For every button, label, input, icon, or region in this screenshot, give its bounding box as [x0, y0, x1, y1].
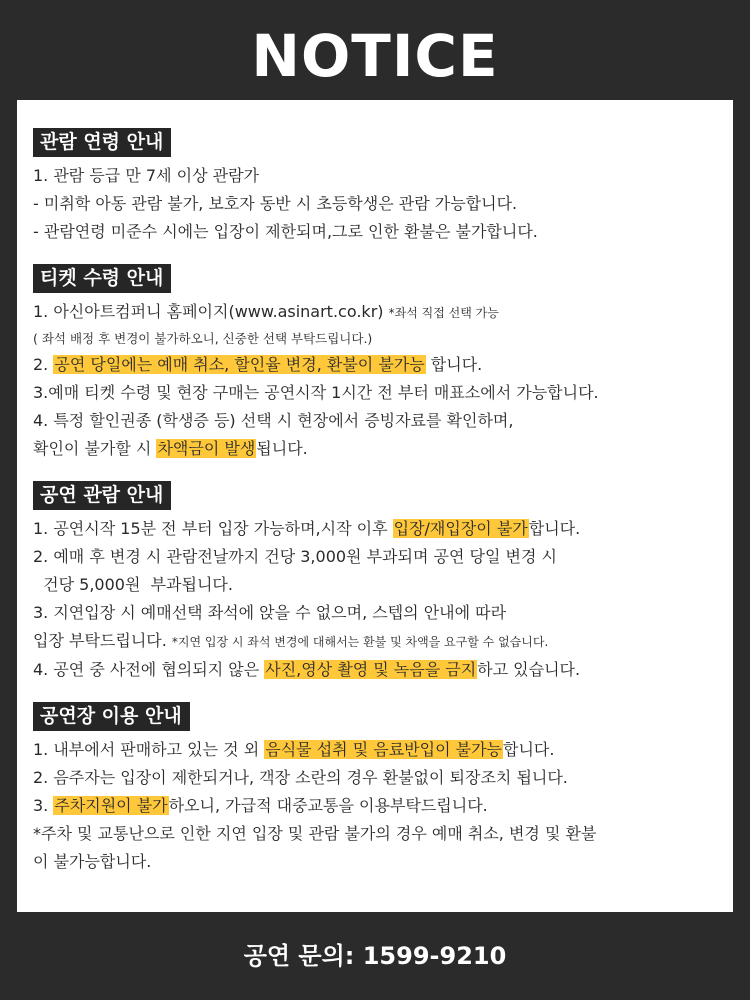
line-text: 됩니다. [256, 439, 308, 458]
notice-line [33, 298, 599, 327]
notice-line: 2. 예매 후 변경 시 관람전날까지 건당 3,000원 부과되며 공연 당일 변경 시 [33, 547, 557, 566]
line-text: 합니다. [503, 740, 555, 759]
highlight-text: 차액금이 발생 [157, 439, 256, 458]
notice-title: NOTICE [251, 22, 499, 90]
line-text: 1. 내부에서 판매하고 있는 것 외 [33, 740, 265, 759]
section-heading: 공연장 이용 안내 [33, 702, 190, 731]
notice-line: 건당 5,000원 부과됩니다. [33, 575, 233, 594]
notice-line [33, 656, 580, 684]
line-text: 하오니, 가급적 대중교통을 이용부탁드립니다. [168, 796, 488, 815]
contact-footer: 공연 문의: 1599-9210 [243, 942, 507, 970]
section-age-guide [33, 128, 538, 246]
notice-line: 3.예매 티켓 수령 및 현장 구매는 공연시작 1시간 전 부터 매표소에서 가능합니다. [33, 383, 599, 402]
line-text: 4. 공연 중 사전에 협의되지 않은 [33, 660, 265, 679]
line-text: 확인이 불가할 시 [33, 439, 157, 458]
highlight-text: 음식물 섭취 및 음료반입이 불가능 [265, 740, 502, 759]
line-text: 합니다. [528, 519, 581, 538]
notice-line: 1. 관람 등급 만 7세 이상 관람가 [33, 166, 259, 185]
notice-subline: ( 좌석 배정 후 변경이 불가하오니, 신중한 선택 부탁드립니다.) [33, 331, 373, 346]
highlight-text: 주차지원이 불가 [54, 796, 168, 815]
highlight-text: 사진,영상 촬영 및 녹음을 금지 [265, 660, 477, 679]
highlight-text: 공연 당일에는 예매 취소, 할인율 변경, 환불이 불가능 [54, 355, 425, 374]
notice-line: - 관람연령 미준수 시에는 입장이 제한되며,그로 인한 환불은 불가합니다. [33, 222, 538, 241]
notice-line [33, 736, 596, 764]
section-heading: 티켓 수령 안내 [33, 264, 171, 293]
notice-line: 이 불가능합니다. [33, 852, 152, 871]
notice-line [33, 351, 599, 379]
notice-line: 2. 음주자는 입장이 제한되거나, 객장 소란의 경우 환불없이 퇴장조치 됩니다. [33, 768, 568, 787]
line-text: 1. 아신아트컴퍼니 홈페이지(www.asinart.co.kr) [33, 302, 389, 321]
section-heading: 공연 관람 안내 [33, 481, 171, 510]
line-text: 하고 있습니다. [477, 660, 581, 679]
notice-line [33, 627, 580, 656]
line-text: 2. [33, 355, 54, 374]
notice-line [33, 792, 596, 820]
line-text: 1. 공연시작 15분 전 부터 입장 가능하며,시작 이후 [33, 519, 393, 538]
notice-line: 3. 지연입장 시 예매선택 좌석에 앉을 수 없으며, 스텝의 안내에 따라 [33, 603, 507, 622]
notice-line: *주차 및 교통난으로 인한 지연 입장 및 관람 불가의 경우 예매 취소, 변경 및 환불 [33, 824, 597, 843]
line-text: 입장 부탁드립니다. [33, 631, 172, 650]
notice-line [33, 515, 580, 543]
section-heading: 관람 연령 안내 [33, 128, 171, 157]
notice-panel [17, 100, 733, 912]
notice-line: - 미취학 아동 관람 불가, 보호자 동반 시 초등학생은 관람 가능합니다. [33, 194, 518, 213]
small-note: *좌석 직접 선택 가능 [388, 306, 499, 320]
highlight-text: 입장/재입장이 불가 [393, 519, 528, 538]
section-viewing-guide [33, 481, 580, 684]
line-text: 3. [33, 796, 54, 815]
section-ticket-guide [33, 264, 599, 463]
small-note: *지연 입장 시 좌석 변경에 대해서는 환불 및 차액을 요구할 수 없습니다. [171, 635, 549, 649]
notice-line [33, 435, 599, 463]
section-venue-guide [33, 702, 596, 876]
notice-line: 4. 특정 할인권종 (학생증 등) 선택 시 현장에서 증빙자료를 확인하며, [33, 411, 514, 430]
line-text: 합니다. [425, 355, 483, 374]
